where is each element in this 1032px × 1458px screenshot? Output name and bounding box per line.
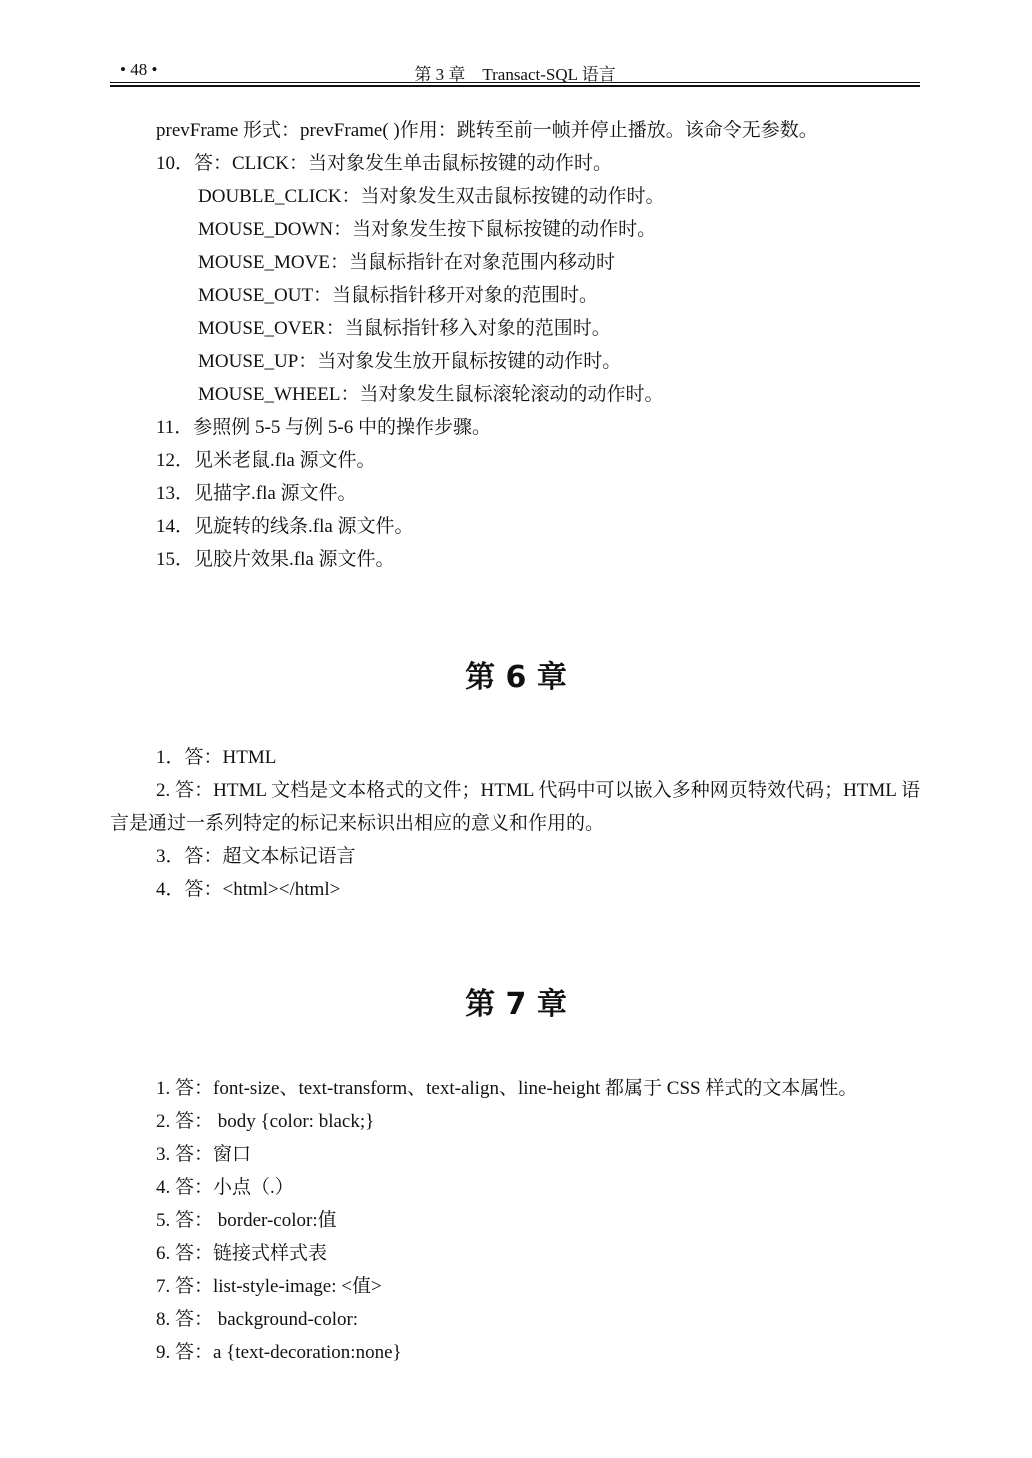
list-item: 11．参照例 5-5 与例 5-6 中的操作步骤。 bbox=[156, 417, 491, 438]
list-subitem: MOUSE_OUT：当鼠标指针移开对象的范围时。 bbox=[198, 285, 599, 306]
list-item: 12．见米老鼠.fla 源文件。 bbox=[156, 450, 376, 471]
chapter-7-answers bbox=[156, 1072, 857, 1369]
list-item: 8. 答： background-color: bbox=[156, 1309, 359, 1330]
list-item: 7. 答：list-style-image: <值> bbox=[156, 1276, 382, 1297]
header-rule-thick bbox=[110, 85, 920, 87]
section-previous-chapter-answers bbox=[156, 114, 818, 576]
list-item: 1．答：HTML bbox=[156, 747, 277, 768]
list-subitem: MOUSE_DOWN：当对象发生按下鼠标按键的动作时。 bbox=[198, 219, 657, 240]
text-line: prevFrame 形式：prevFrame( )作用：跳转至前一帧并停止播放。该命令无参数。 bbox=[156, 120, 818, 141]
list-item: 4. 答：小点（.） bbox=[156, 1177, 294, 1198]
chapter-6-answers bbox=[110, 741, 920, 906]
list-item: 13．见描字.fla 源文件。 bbox=[156, 483, 357, 504]
list-subitem: MOUSE_MOVE：当鼠标指针在对象范围内移动时 bbox=[198, 252, 615, 273]
list-item: 6. 答：链接式样式表 bbox=[156, 1243, 328, 1264]
running-title: 第 3 章 Transact-SQL 语言 bbox=[414, 65, 616, 84]
list-subitem: MOUSE_OVER：当鼠标指针移入对象的范围时。 bbox=[198, 318, 611, 339]
list-item: 4．答：<html></html> bbox=[156, 879, 341, 900]
chapter-7-title: 第 7 章 bbox=[465, 987, 567, 1022]
list-item: 3. 答：窗口 bbox=[156, 1144, 252, 1165]
list-subitem: DOUBLE_CLICK：当对象发生双击鼠标按键的动作时。 bbox=[198, 186, 665, 207]
list-item: 2. 答： body {color: black;} bbox=[156, 1111, 375, 1132]
header-rule-thin bbox=[110, 82, 920, 83]
list-item: 2. 答：HTML 文档是文本格式的文件；HTML 代码中可以嵌入多种网页特效代码；HTML 语言是通过一系列特定的标记来标识出相应的意义和作用的。 bbox=[110, 780, 920, 834]
list-item: 3．答：超文本标记语言 bbox=[156, 846, 356, 867]
list-subitem: MOUSE_WHEEL：当对象发生鼠标滚轮滚动的动作时。 bbox=[198, 384, 664, 405]
page-header bbox=[110, 58, 920, 84]
list-item: 15．见胶片效果.fla 源文件。 bbox=[156, 549, 395, 570]
list-item: 9. 答：a {text-decoration:none} bbox=[156, 1342, 402, 1363]
page-number: • 48 • bbox=[120, 60, 158, 79]
list-item: 10．答：CLICK：当对象发生单击鼠标按键的动作时。 bbox=[156, 153, 613, 174]
list-item: 5. 答： border-color:值 bbox=[156, 1210, 337, 1231]
list-subitem: MOUSE_UP：当对象发生放开鼠标按键的动作时。 bbox=[198, 351, 622, 372]
chapter-6-title: 第 6 章 bbox=[465, 660, 567, 695]
list-item: 14．见旋转的线条.fla 源文件。 bbox=[156, 516, 414, 537]
list-item: 1. 答：font-size、text-transform、text-align、line-height 都属于 CSS 样式的文本属性。 bbox=[156, 1078, 858, 1099]
